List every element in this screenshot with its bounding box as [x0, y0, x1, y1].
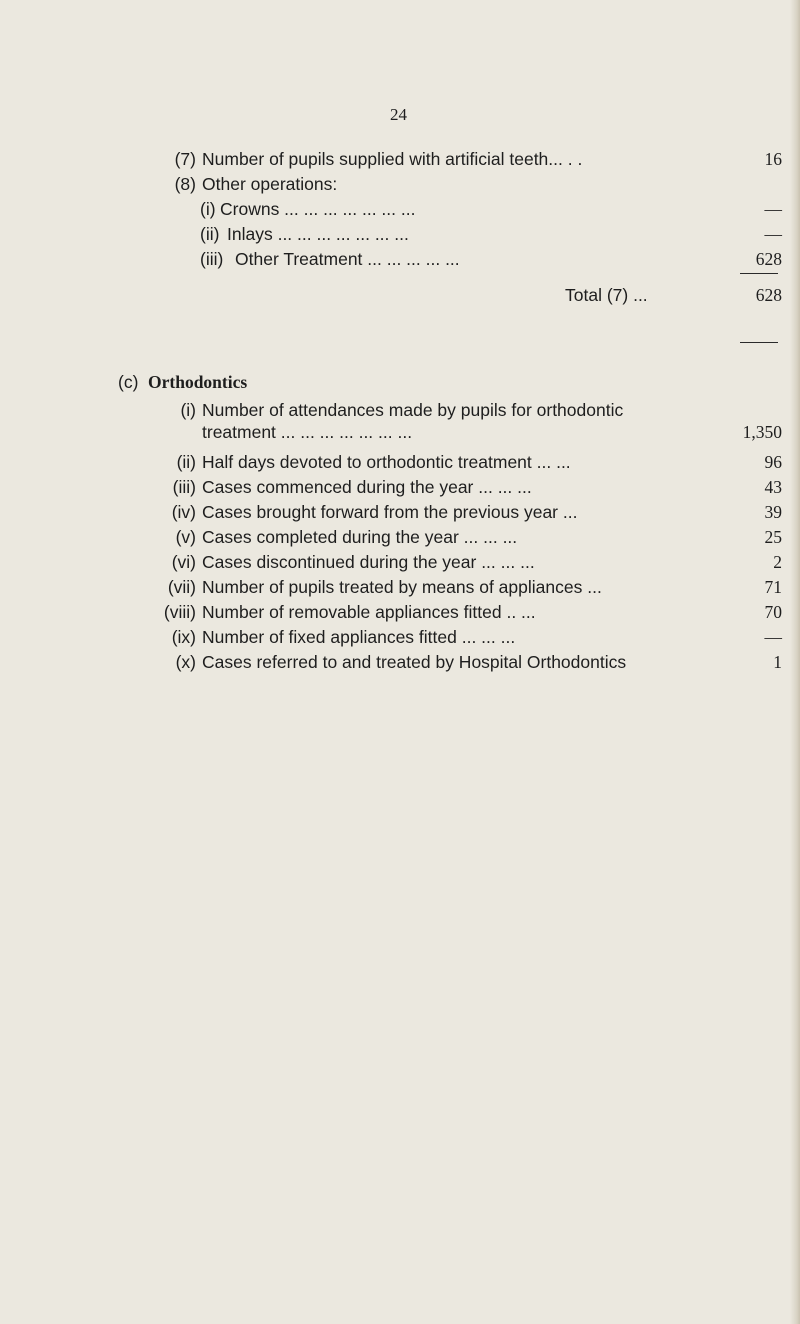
section-label: (c) [118, 372, 139, 392]
item-value: 1 [773, 652, 782, 672]
item-text: Number of pupils supplied with artificial teeth... . . [202, 149, 583, 169]
ortho-x-row [160, 650, 782, 674]
item-text: Number of attendances made by pupils for orthodontic [202, 400, 624, 420]
ortho-ix-row [160, 625, 782, 649]
page-edge-shadow [790, 0, 800, 1324]
item-number: (ix) [171, 627, 196, 647]
item-text: Inlays ... ... ... ... ... ... ... [227, 224, 409, 244]
ortho-iii-row [160, 475, 782, 499]
item-value: 39 [764, 502, 782, 522]
total-top-rule [740, 273, 778, 274]
item-text: Cases commenced during the year ... ... ... [202, 477, 532, 497]
orthodontics-heading-row [118, 370, 518, 394]
item-value: 1,350 [742, 422, 782, 442]
total-row [400, 283, 782, 307]
ortho-viii-row [160, 600, 782, 624]
item-text-continued: treatment ... ... ... ... ... ... ... [202, 422, 413, 442]
item-value: — [764, 627, 782, 647]
item-text: Number of fixed appliances fitted ... ... ... [202, 627, 516, 647]
item-text: Cases referred to and treated by Hospital Orthodontics [202, 652, 627, 672]
section-heading: Orthodontics [148, 372, 248, 392]
item-text: Cases completed during the year ... ... ... [202, 527, 518, 547]
ortho-i-row-continued [160, 420, 782, 444]
item-number: (iii) [200, 249, 224, 269]
item-text: Other Treatment ... ... ... ... ... [235, 249, 460, 269]
ortho-iv-row [160, 500, 782, 524]
item-number: (i) [180, 400, 196, 420]
total-bottom-rule [740, 342, 778, 343]
item-text: Crowns ... ... ... ... ... ... ... [220, 199, 416, 219]
item-8-i-row [200, 197, 782, 221]
item-value: 96 [764, 452, 782, 472]
item-8-row [160, 172, 782, 196]
item-value: 25 [764, 527, 782, 547]
item-text: Cases discontinued during the year ... ... ... [202, 552, 535, 572]
item-number: (vi) [171, 552, 196, 572]
item-text: Cases brought forward from the previous year ... [202, 502, 578, 522]
item-number: (8) [174, 174, 196, 194]
item-value: 2 [773, 552, 782, 572]
page-number: 24 [390, 105, 407, 124]
item-number: (x) [175, 652, 196, 672]
item-value: 71 [764, 577, 782, 597]
ortho-vii-row [160, 575, 782, 599]
item-value: 628 [755, 249, 782, 269]
item-number: (viii) [163, 602, 196, 622]
item-number: (iv) [171, 502, 196, 522]
item-text: Other operations: [202, 174, 338, 194]
item-number: (ii) [176, 452, 196, 472]
ortho-ii-row [160, 450, 782, 474]
item-8-ii-row [200, 222, 782, 246]
ortho-vi-row [160, 550, 782, 574]
item-7-row [160, 147, 782, 171]
item-number: (ii) [200, 224, 220, 244]
item-text: Number of removable appliances fitted .. ... [202, 602, 536, 622]
item-text: Number of pupils treated by means of appliances ... [202, 577, 602, 597]
item-number: (7) [174, 149, 196, 169]
item-number: (iii) [172, 477, 196, 497]
total-value: 628 [755, 285, 782, 305]
ortho-i-row [160, 398, 782, 422]
ortho-v-row [160, 525, 782, 549]
item-value: 43 [764, 477, 782, 497]
item-value: — [764, 199, 782, 219]
item-value: 70 [764, 602, 782, 622]
item-number: (v) [175, 527, 196, 547]
item-8-iii-row [200, 247, 782, 271]
item-number: (i) [200, 199, 216, 219]
item-value: — [764, 224, 782, 244]
item-number: (vii) [167, 577, 196, 597]
item-value: 16 [764, 149, 782, 169]
total-label: Total (7) ... [565, 285, 648, 305]
item-text: Half days devoted to orthodontic treatment ... ... [202, 452, 571, 472]
